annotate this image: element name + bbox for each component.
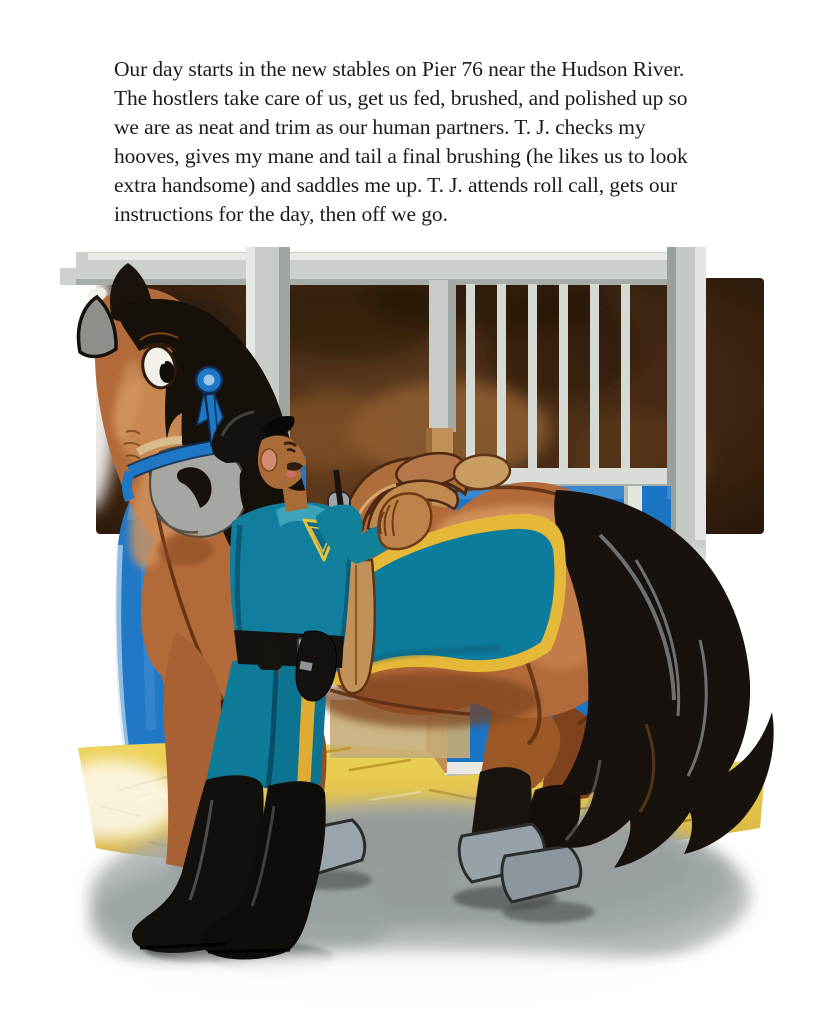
- paragraph-line: Our day starts in the new stables on Pier 76 near the Hudson River.: [114, 57, 685, 81]
- mouth: [286, 471, 296, 478]
- paragraph-line: extra handsome) and saddles me up. T. J. attends roll call, gets our: [114, 173, 678, 197]
- paragraph-line: hooves, gives my mane and tail a final brushing (he likes us to look: [114, 144, 688, 168]
- paragraph-line: The hostlers take care of us, get us fed, brushed, and polished up so: [114, 86, 688, 110]
- paragraph-line: instructions for the day, then off we go.: [114, 202, 448, 226]
- top-beam: [76, 252, 703, 285]
- ear: [261, 449, 277, 471]
- paragraph-line: we are as neat and trim as our human partners. T. J. checks my: [114, 115, 646, 139]
